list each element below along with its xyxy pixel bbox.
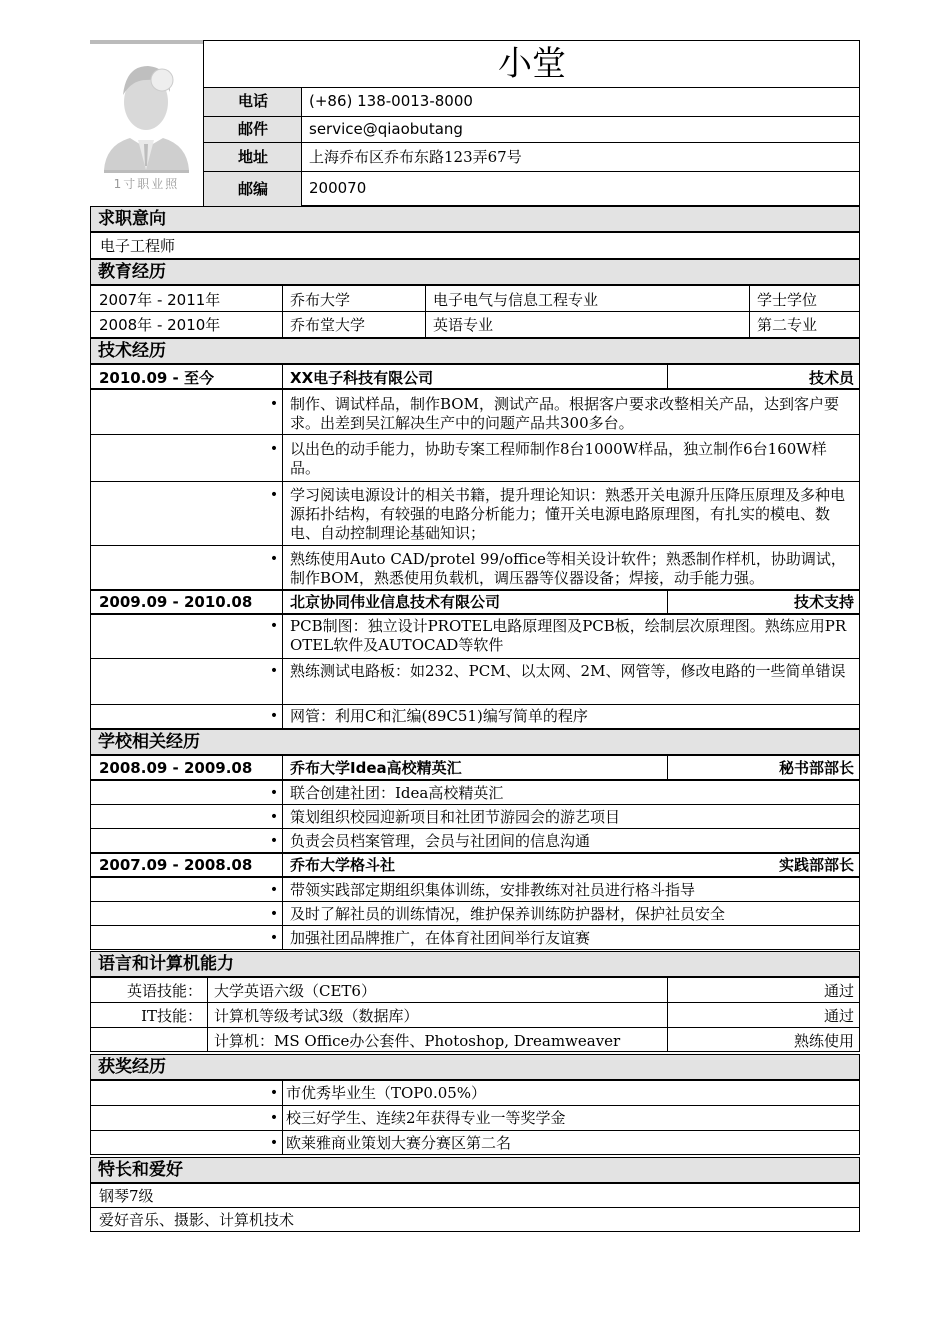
award-item: 欧莱雅商业策划大赛分赛区第二名 [286, 1134, 512, 1152]
edu-major: 电子电气与信息工程专业 [433, 291, 599, 309]
skill-desc: 大学英语六级（CET6） [214, 982, 376, 1000]
divider [282, 389, 283, 590]
section-education: 教育经历 [90, 259, 860, 285]
edu-school: 乔布堂大学 [290, 316, 366, 334]
bullet: • [269, 809, 279, 825]
edu-period: 2007年 - 2011年 [99, 291, 221, 309]
bullet: • [269, 708, 279, 724]
job-item: 带领实践部定期组织集体训练，安排教练对社员进行格斗指导 [290, 881, 696, 899]
divider [90, 704, 860, 705]
divider [90, 434, 860, 435]
divider [204, 171, 860, 172]
bullet: • [269, 1110, 279, 1126]
bullet: • [269, 930, 279, 946]
resume-name: 小堂 [204, 40, 860, 88]
bullet: • [269, 785, 279, 801]
job-company: 乔布大学格斗社 [290, 856, 396, 874]
objective-value: 电子工程师 [90, 232, 860, 259]
email-label: 邮件 [237, 120, 268, 138]
skill-label: IT技能： [141, 1007, 202, 1025]
skill-level: 熟练使用 [793, 1032, 854, 1050]
divider [90, 901, 860, 902]
job-item: PCB制图：独立设计PROTEL电路原理图及PCB板，绘制层次原理图。熟练应用PROTEL软件及AUTOCAD等软件 [290, 617, 847, 654]
divider [204, 116, 860, 117]
job-item: 以出色的动手能力，协助专案工程师制作8台1000W样品，独立制作6台160W样品。 [290, 440, 827, 477]
divider [282, 285, 283, 338]
divider [90, 545, 860, 546]
bullet: • [269, 882, 279, 898]
divider [90, 1027, 860, 1028]
divider [90, 1207, 860, 1208]
section-school: 学校相关经历 [90, 729, 860, 755]
divider [282, 780, 283, 853]
bullet: • [269, 618, 279, 634]
bullet: • [269, 551, 279, 567]
divider [90, 1105, 860, 1106]
section-awards: 获奖经历 [90, 1054, 860, 1080]
bullet: • [269, 1085, 279, 1101]
bullet: • [269, 396, 279, 412]
skill-label: 英语技能： [126, 982, 202, 1000]
section-hobbies: 特长和爱好 [90, 1157, 860, 1183]
award-item: 校三好学生、连续2年获得专业一等奖学金 [286, 1109, 566, 1127]
section-objective: 求职意向 [90, 206, 860, 232]
photo-box [90, 40, 204, 206]
job-item: 负责会员档案管理，会员与社团间的信息沟通 [290, 832, 591, 850]
zip-value: 200070 [309, 179, 367, 197]
skill-desc: 计算机：MS Office办公套件、Photoshop, Dreamweaver [214, 1032, 621, 1050]
divider [282, 853, 283, 877]
bullet: • [269, 833, 279, 849]
job-period: 2008.09 - 2009.08 [99, 759, 253, 777]
job-period: 2009.09 - 2010.08 [99, 593, 253, 611]
job-item: 熟练使用Auto CAD/protel 99/office等相关设计软件；熟悉制作样机，协助调试，制作BOM，熟悉使用负载机，调压器等仪器设备；焊接，动手能力强。 [290, 550, 846, 587]
job-company: XX电子科技有限公司 [290, 369, 434, 387]
skill-desc: 计算机等级考试3级（数据库） [214, 1007, 419, 1025]
job-item: 熟练测试电路板：如232、PCM、以太网、2M、网管等，修改电路的一些简单错误 [290, 662, 846, 680]
divider [90, 481, 860, 482]
divider [90, 804, 860, 805]
divider [749, 285, 750, 338]
phone-label: 电话 [237, 92, 268, 110]
divider [90, 1130, 860, 1131]
job-item: 加强社团品牌推广，在体育社团间举行友谊赛 [290, 929, 591, 947]
job-item: 网管：利用C和汇编(89C51)编写简单的程序 [290, 707, 588, 725]
job-company: 北京协同伟业信息技术有限公司 [290, 593, 501, 611]
bullet: • [269, 663, 279, 679]
zip-label: 邮编 [237, 180, 268, 198]
job-period: 2007.09 - 2008.08 [99, 856, 253, 874]
divider [90, 658, 860, 659]
divider [282, 614, 283, 729]
job-period: 2010.09 - 至今 [99, 369, 214, 387]
job-role: 技术支持 [793, 593, 854, 611]
phone-value: (+86) 138-0013-8000 [309, 92, 473, 110]
skill-level: 通过 [823, 982, 854, 1000]
job-role: 秘书部部长 [778, 759, 854, 777]
address-label: 地址 [237, 148, 268, 166]
divider [282, 1080, 283, 1155]
divider [425, 285, 426, 338]
section-skills: 语言和计算机能力 [90, 951, 860, 977]
job-item: 制作、调试样品，制作BOM，测试产品。根据客户要求改整相关产品，达到客户要求。出差到吴江解决生产中的问题产品共300多台。 [290, 395, 839, 432]
divider [90, 311, 860, 312]
job-item: 策划组织校园迎新项目和社团节游园会的游艺项目 [290, 808, 621, 826]
award-item: 市优秀毕业生（TOP0.05%） [286, 1084, 487, 1102]
address-value: 上海乔布区乔布东路123弄67号 [309, 148, 522, 166]
section-tech: 技术经历 [90, 338, 860, 364]
skill-level: 通过 [823, 1007, 854, 1025]
job-role: 实践部部长 [778, 856, 854, 874]
hobby-item: 爱好音乐、摄影、计算机技术 [99, 1211, 295, 1229]
edu-major: 英语专业 [433, 316, 494, 334]
bullet: • [269, 1135, 279, 1151]
divider [282, 877, 283, 950]
divider [90, 828, 860, 829]
divider [282, 590, 283, 614]
divider [207, 977, 208, 1052]
job-item: 学习阅读电源设计的相关书籍，提升理论知识：熟悉开关电源升压降压原理及多种电源拓扑结构，有较强的电路分析能力；懂开关电源电路原理图，有扎实的模电、数电、自动控制理论基础知识； [290, 486, 846, 542]
edu-period: 2008年 - 2010年 [99, 316, 221, 334]
divider [204, 142, 860, 143]
photo-caption: 1寸职业照 [113, 177, 180, 191]
job-item: 联合创建社团：Idea高校精英汇 [290, 784, 504, 802]
bullet: • [269, 441, 279, 457]
hobby-item: 钢琴7级 [99, 1187, 154, 1205]
divider [282, 364, 283, 389]
divider [282, 755, 283, 780]
edu-degree: 第二专业 [757, 316, 818, 334]
email-value: service@qiaobutang [309, 120, 463, 138]
bullet: • [269, 487, 279, 503]
bullet: • [269, 906, 279, 922]
edu-degree: 学士学位 [757, 291, 818, 309]
edu-school: 乔布大学 [290, 291, 351, 309]
job-item: 及时了解社员的训练情况，维护保养训练防护器材，保护社员安全 [290, 905, 726, 923]
divider [90, 1002, 860, 1003]
divider [90, 925, 860, 926]
job-role: 技术员 [808, 369, 854, 387]
job-company: 乔布大学Idea高校精英汇 [290, 759, 462, 777]
